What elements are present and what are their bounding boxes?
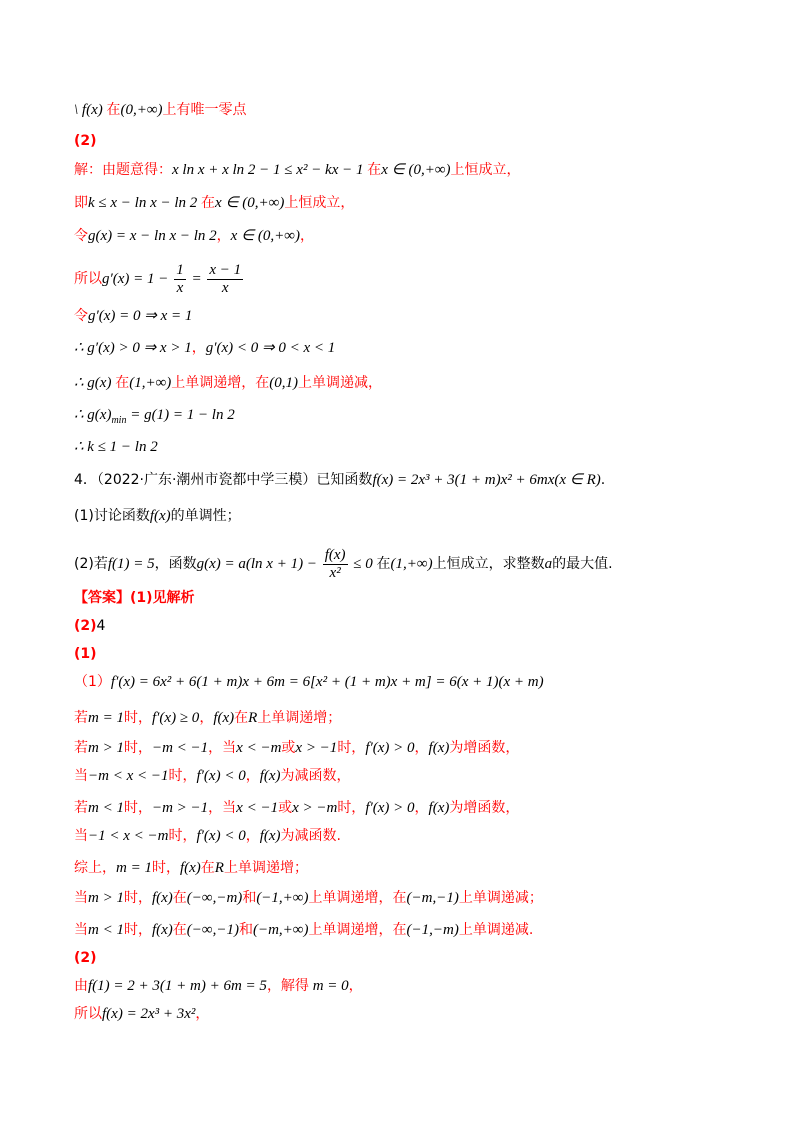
solution-text: 当 bbox=[74, 922, 88, 938]
solution-text: 上单调递增，在 bbox=[171, 375, 270, 391]
math-expression: x > −m bbox=[292, 800, 338, 816]
solution-text: ， bbox=[348, 978, 363, 994]
math-expression: x ∈ (0,+∞) bbox=[230, 228, 300, 244]
solution-text: 和 bbox=[238, 922, 253, 938]
math-expression: (−m,+∞) bbox=[252, 922, 309, 938]
math-expression: x > −1 bbox=[295, 740, 338, 756]
solution-text: 令 bbox=[74, 308, 88, 324]
math-expression: m = 1 bbox=[116, 860, 152, 876]
question-text: . bbox=[600, 472, 606, 488]
solution-text: 在 bbox=[367, 162, 382, 178]
math-expression: (1,+∞) bbox=[390, 555, 433, 572]
text-line bbox=[74, 826, 341, 846]
solution-text: ，当 bbox=[208, 800, 237, 816]
math-expression: f(x) bbox=[259, 828, 281, 844]
math-expression: f(x) bbox=[428, 740, 450, 756]
math-expression: (−1,+∞) bbox=[256, 890, 309, 906]
math-expression: g(x) = x − ln x − ln 2 bbox=[88, 228, 217, 244]
text-line bbox=[74, 547, 613, 582]
solution-text: 上单调递增； bbox=[223, 860, 308, 876]
solution-text: 当 bbox=[74, 768, 88, 784]
solution-text: 时， bbox=[123, 740, 152, 756]
fraction bbox=[323, 547, 348, 582]
solution-text: 在 bbox=[234, 710, 249, 726]
math-expression: ∴ g′(x) > 0 ⇒ x > 1 bbox=[74, 340, 192, 356]
math-expression: f(x) = 2x³ + 3(1 + m)x² + 6mx(x ∈ R) bbox=[372, 472, 601, 488]
text-line bbox=[74, 948, 97, 968]
text-line bbox=[74, 506, 241, 526]
solution-text: 当 bbox=[74, 890, 88, 906]
text-line bbox=[74, 672, 544, 692]
solution-text: 令 bbox=[74, 228, 88, 244]
question-text: (1)讨论函数 bbox=[74, 508, 150, 524]
text-line bbox=[74, 405, 235, 431]
solution-text: ， bbox=[199, 710, 214, 726]
text-line bbox=[74, 766, 351, 786]
solution-text: 若 bbox=[74, 800, 88, 816]
solution-text: 在 bbox=[172, 922, 187, 938]
solution-text: 上恒成立， bbox=[284, 195, 355, 211]
math-expression: −m < x < −1 bbox=[88, 768, 169, 784]
solution-text: 上恒成立， bbox=[450, 162, 521, 178]
solution-text: 时， bbox=[337, 800, 366, 816]
solution-text: 上单调递增； bbox=[257, 710, 342, 726]
math-expression: f(x) bbox=[213, 710, 235, 726]
math-expression: f(1) = 2 + 3(1 + m) + 6m = 5 bbox=[88, 978, 267, 994]
math-expression: m = 0 bbox=[308, 978, 349, 994]
math-expression: R bbox=[214, 860, 224, 876]
solution-text: （1） bbox=[74, 674, 111, 690]
math-expression: (−∞,−1) bbox=[186, 922, 239, 938]
solution-text: 上单调递增，在 bbox=[308, 922, 407, 938]
math-expression: f(x) bbox=[179, 860, 201, 876]
solution-text: 为减函数， bbox=[280, 768, 351, 784]
solution-text: 为减函数. bbox=[280, 828, 341, 844]
math-expression: f(x) bbox=[259, 768, 281, 784]
math-expression: ≤ 0 bbox=[349, 555, 377, 572]
math-expression: f′(x) < 0 bbox=[196, 768, 246, 784]
math-expression: g′(x) < 0 ⇒ 0 < x < 1 bbox=[205, 340, 336, 356]
question-text: 在 bbox=[376, 555, 391, 572]
text-line bbox=[74, 738, 519, 758]
text-line bbox=[74, 437, 158, 457]
math-expression: g(x) = a(ln x + 1) − bbox=[196, 555, 321, 572]
math-expression: ∴ g(x) bbox=[74, 375, 116, 391]
text-line bbox=[74, 798, 519, 818]
text-line bbox=[74, 976, 363, 996]
solution-text: 若 bbox=[74, 710, 88, 726]
solution-text: 和 bbox=[242, 890, 257, 906]
solution-text: 为增函数， bbox=[449, 800, 520, 816]
math-expression: m = 1 bbox=[88, 710, 124, 726]
math-expression: f′(x) < 0 bbox=[196, 828, 246, 844]
question-text: 的单调性； bbox=[170, 508, 241, 524]
solution-text: ，解得 bbox=[266, 978, 309, 994]
question-text: 4 bbox=[96, 618, 106, 634]
text-line bbox=[74, 262, 245, 297]
solution-text: ， bbox=[245, 828, 260, 844]
text-line bbox=[74, 470, 605, 490]
text-line bbox=[74, 588, 195, 608]
math-expression: x < −m bbox=[236, 740, 282, 756]
text-line bbox=[74, 373, 382, 393]
solution-text: 时， bbox=[123, 800, 152, 816]
math-expression: m > 1 bbox=[88, 740, 124, 756]
solution-text: 时， bbox=[123, 890, 152, 906]
text-line bbox=[74, 920, 533, 940]
math-expression: k ≤ x − ln x − ln 2 bbox=[88, 195, 202, 211]
math-expression: −m > −1 bbox=[151, 800, 209, 816]
math-expression: f(1) = 5 bbox=[107, 555, 155, 572]
solution-text: 时， bbox=[337, 740, 366, 756]
text-line bbox=[74, 226, 314, 246]
math-expression: m < 1 bbox=[88, 800, 124, 816]
math-expression: = g(1) = 1 − ln 2 bbox=[126, 407, 235, 423]
solution-text: 综上， bbox=[74, 860, 116, 876]
math-expression: ∴ g(x) bbox=[74, 407, 112, 423]
solution-text: 所以 bbox=[74, 1006, 102, 1022]
fraction bbox=[174, 262, 186, 297]
math-expression: (−m,−1) bbox=[406, 890, 459, 906]
math-expression: f(x) bbox=[149, 508, 171, 524]
solution-text: 在 bbox=[172, 890, 187, 906]
solution-text: 上有唯一零点 bbox=[162, 102, 247, 118]
solution-text: ， bbox=[414, 740, 429, 756]
text-line bbox=[74, 306, 192, 326]
math-expression: (−1,−m) bbox=[406, 922, 459, 938]
fraction-denominator: x² bbox=[329, 565, 341, 581]
text-line bbox=[74, 131, 97, 151]
math-expression: m > 1 bbox=[88, 890, 124, 906]
fraction-numerator: 1 bbox=[176, 262, 184, 278]
math-subscript: min bbox=[111, 415, 127, 426]
math-expression: −1 < x < −m bbox=[88, 828, 169, 844]
section-label: (2) bbox=[74, 950, 97, 966]
solution-text: 时， bbox=[168, 768, 197, 784]
solution-text: 由 bbox=[74, 978, 88, 994]
solution-text: ，当 bbox=[208, 740, 237, 756]
text-line bbox=[74, 888, 543, 908]
math-expression: f′(x) = 6x² + 6(1 + m)x + 6m = 6[x² + (1 + m)x + m] = 6(x + 1)(x + m) bbox=[110, 674, 544, 690]
math-expression: ∴ k ≤ 1 − ln 2 bbox=[74, 439, 158, 455]
math-expression: f′(x) ≥ 0 bbox=[151, 710, 200, 726]
math-expression: g′(x) = 1 − bbox=[102, 270, 173, 287]
math-expression: x ln x + x ln 2 − 1 ≤ x² − kx − 1 bbox=[172, 162, 368, 178]
fraction-denominator: x bbox=[176, 280, 184, 296]
text-line bbox=[74, 160, 521, 180]
math-expression: (0,+∞) bbox=[120, 102, 163, 118]
fraction-denominator: x bbox=[221, 280, 229, 296]
math-expression: x ∈ (0,+∞) bbox=[381, 162, 451, 178]
question-text: (2)若 bbox=[74, 555, 108, 572]
section-label: (1) bbox=[74, 646, 97, 662]
math-expression: R bbox=[248, 710, 258, 726]
solution-text: ， bbox=[191, 340, 206, 356]
math-expression: f(x) = 2x³ + 3x² bbox=[102, 1006, 196, 1022]
math-expression: f(x) bbox=[428, 800, 450, 816]
text-line bbox=[74, 100, 247, 120]
solution-text: 在 bbox=[201, 195, 216, 211]
solution-text: ， bbox=[414, 800, 429, 816]
solution-text: 或 bbox=[281, 740, 296, 756]
solution-text: 为增函数， bbox=[449, 740, 520, 756]
text-line bbox=[74, 616, 105, 636]
solution-text: ， bbox=[245, 768, 260, 784]
text-line bbox=[74, 1004, 209, 1024]
solution-text: 在 bbox=[200, 860, 215, 876]
text-line bbox=[74, 858, 308, 878]
math-expression: f′(x) > 0 bbox=[365, 800, 415, 816]
solution-text: 若 bbox=[74, 740, 88, 756]
fraction-numerator: f(x) bbox=[324, 547, 346, 563]
math-expression: \ f(x) bbox=[74, 102, 107, 118]
question-text: 4．（2022·广东·潮州市瓷都中学三模）已知函数 bbox=[74, 472, 373, 488]
math-expression: −m < −1 bbox=[151, 740, 209, 756]
math-expression: (0,1) bbox=[269, 375, 299, 391]
section-label: (2) bbox=[74, 618, 97, 634]
solution-text: ， bbox=[299, 228, 314, 244]
text-line bbox=[74, 644, 97, 664]
question-text: 上恒成立，求整数 bbox=[432, 555, 545, 572]
math-expression: x < −1 bbox=[236, 800, 279, 816]
solution-text: 时， bbox=[123, 710, 152, 726]
question-text: 的最大值. bbox=[552, 555, 613, 572]
solution-text: 上单调递增，在 bbox=[308, 890, 407, 906]
math-expression: g′(x) = 0 ⇒ x = 1 bbox=[88, 308, 193, 324]
solution-text: 上单调递减； bbox=[458, 890, 543, 906]
text-line bbox=[74, 708, 341, 728]
solution-text: 即 bbox=[74, 195, 88, 211]
math-expression: x ∈ (0,+∞) bbox=[215, 195, 285, 211]
math-expression: f(x) bbox=[151, 890, 173, 906]
section-label: 【答案】(1)见解析 bbox=[74, 590, 195, 606]
solution-text: 当 bbox=[74, 828, 88, 844]
text-line bbox=[74, 338, 335, 358]
solution-text: 时， bbox=[123, 922, 152, 938]
math-expression: m < 1 bbox=[88, 922, 124, 938]
solution-text: 上单调递减， bbox=[298, 375, 383, 391]
solution-text: 所以 bbox=[74, 270, 102, 287]
solution-text: 上单调递减. bbox=[458, 922, 534, 938]
math-expression: a bbox=[544, 555, 553, 572]
question-text: ，函数 bbox=[154, 555, 197, 572]
solution-text: 在 bbox=[106, 102, 121, 118]
math-expression: (−∞,−m) bbox=[186, 890, 243, 906]
solution-text: 解：由题意得： bbox=[74, 162, 172, 178]
solution-text: 时， bbox=[168, 828, 197, 844]
fraction-numerator: x − 1 bbox=[209, 262, 242, 278]
solution-text: ， bbox=[195, 1006, 210, 1022]
text-line bbox=[74, 193, 354, 213]
math-expression: (1,+∞) bbox=[129, 375, 172, 391]
section-label: (2) bbox=[74, 133, 97, 149]
solution-text: ， bbox=[216, 228, 231, 244]
fraction bbox=[207, 262, 243, 297]
solution-text: 或 bbox=[278, 800, 293, 816]
solution-text: 时， bbox=[151, 860, 180, 876]
solution-text: 在 bbox=[115, 375, 130, 391]
math-expression: f′(x) > 0 bbox=[365, 740, 415, 756]
math-expression: f(x) bbox=[151, 922, 173, 938]
math-expression: = bbox=[187, 270, 206, 287]
